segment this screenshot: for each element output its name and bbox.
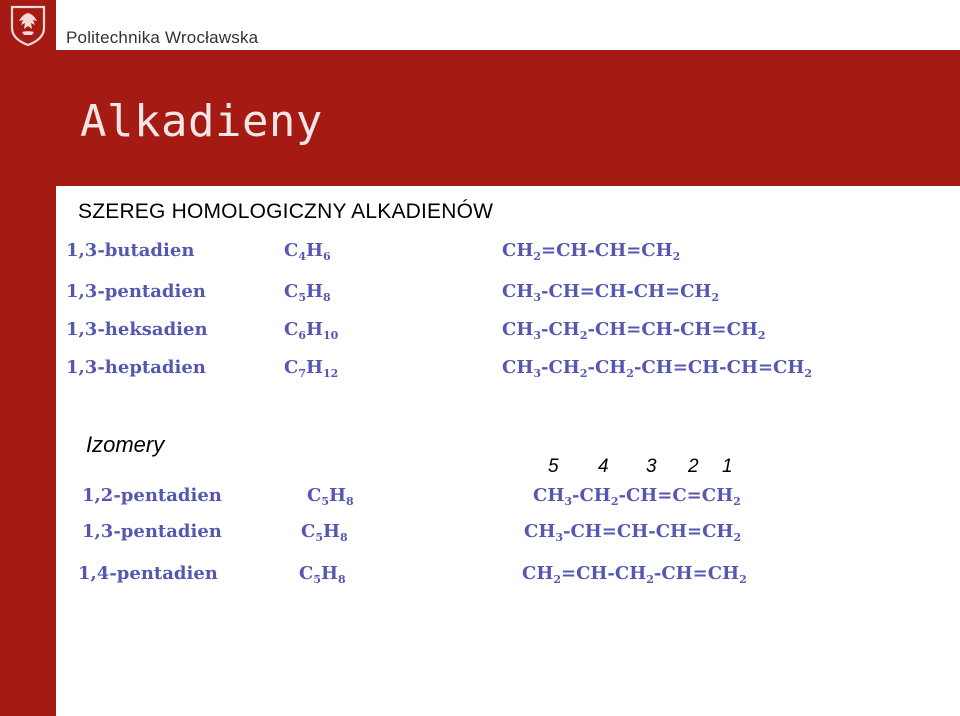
carbon-number: 2 bbox=[688, 456, 699, 477]
eagle-crest-icon bbox=[9, 4, 47, 46]
compound-name: 1,3-pentadien bbox=[82, 521, 222, 542]
compound-name: 1,4-pentadien bbox=[78, 563, 218, 584]
molecular-formula: $C_5H_8$ bbox=[284, 281, 331, 304]
structural-formula: $CH_3-CH=CH-CH=CH_2$ bbox=[524, 521, 742, 544]
structural-formula: $CH_2=CH-CH_2-CH=CH_2$ bbox=[522, 563, 747, 586]
carbon-number: 5 bbox=[548, 456, 559, 477]
carbon-number: 4 bbox=[598, 456, 609, 477]
structural-formula: $CH_3-CH=CH-CH=CH_2$ bbox=[502, 281, 720, 304]
compound-name: 1,2-pentadien bbox=[82, 485, 222, 506]
university-logo bbox=[0, 0, 56, 50]
molecular-formula: $C_6H_{10}$ bbox=[284, 319, 339, 342]
compound-name: 1,3-heptadien bbox=[66, 357, 206, 378]
structural-formula: $CH_2=CH-CH=CH_2$ bbox=[502, 240, 681, 263]
university-name: Politechnika Wrocławska bbox=[66, 28, 259, 47]
structural-formula: $CH_3-CH_2-CH=C=CH_2$ bbox=[533, 485, 741, 508]
molecular-formula: $C_5H_8$ bbox=[301, 521, 348, 544]
molecular-formula: $C_4H_6$ bbox=[284, 240, 331, 263]
slide-title: Alkadieny bbox=[80, 96, 323, 147]
molecular-formula: $C_5H_8$ bbox=[307, 485, 354, 508]
compound-name: 1,3-butadien bbox=[66, 240, 195, 261]
slide-subtitle: SZEREG HOMOLOGICZNY ALKADIENÓW bbox=[78, 200, 494, 223]
left-accent-bar bbox=[0, 50, 56, 716]
molecular-formula: $C_7H_{12}$ bbox=[284, 357, 339, 380]
molecular-formula: $C_5H_8$ bbox=[299, 563, 346, 586]
compound-name: 1,3-pentadien bbox=[66, 281, 206, 302]
structural-formula: $CH_3-CH_2-CH=CH-CH=CH_2$ bbox=[502, 319, 766, 342]
carbon-number: 1 bbox=[722, 456, 733, 477]
isomers-heading: Izomery bbox=[86, 432, 165, 457]
compound-name: 1,3-heksadien bbox=[66, 319, 208, 340]
structural-formula: $CH_3-CH_2-CH_2-CH=CH-CH=CH_2$ bbox=[502, 357, 813, 380]
carbon-number: 3 bbox=[646, 456, 657, 477]
